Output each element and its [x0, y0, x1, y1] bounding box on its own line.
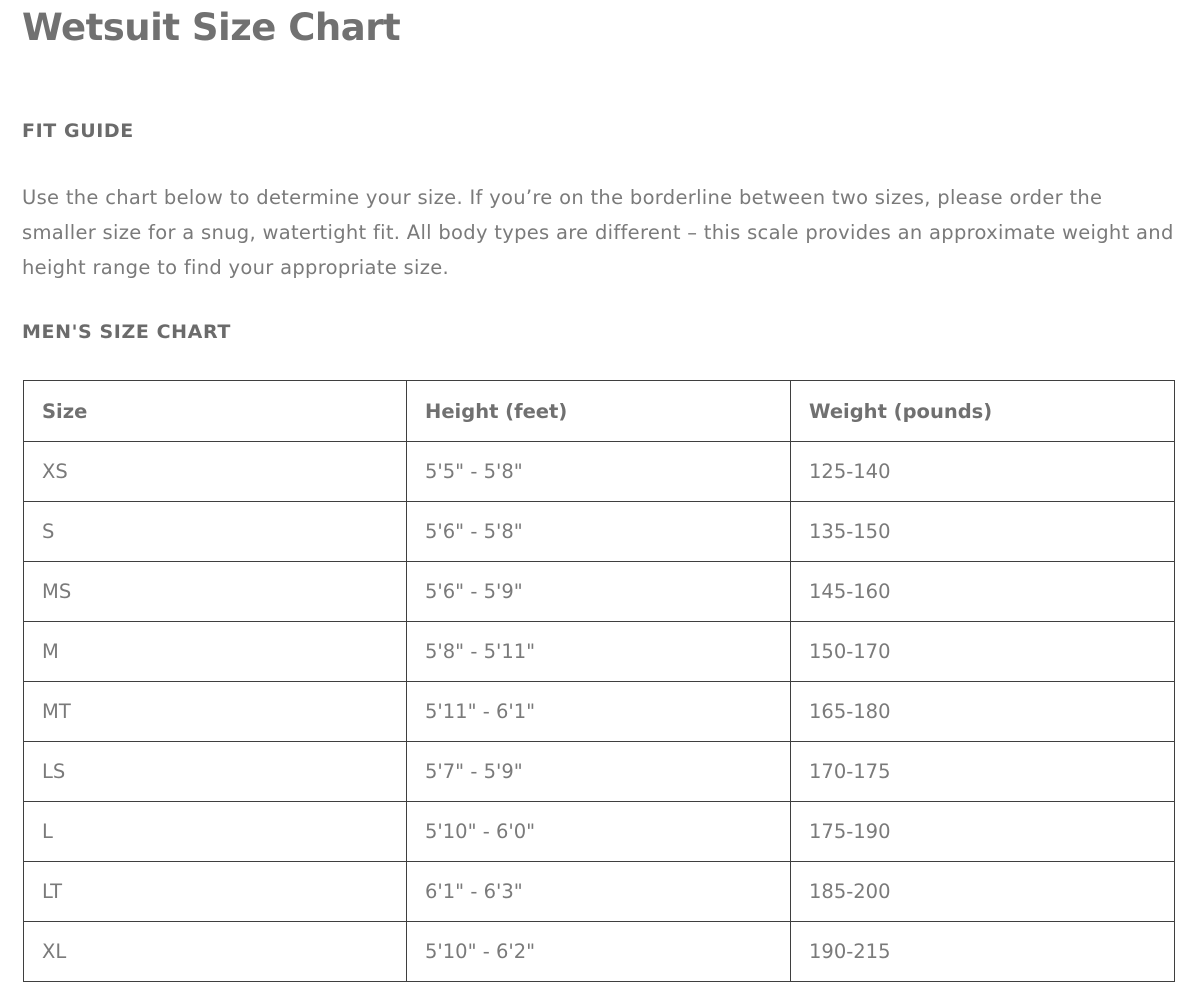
size-cell: XL — [24, 922, 407, 982]
height-cell: 5'7" - 5'9" — [407, 742, 791, 802]
height-cell: 5'5" - 5'8" — [407, 442, 791, 502]
weight-cell: 190-215 — [791, 922, 1175, 982]
weight-cell: 175-190 — [791, 802, 1175, 862]
height-cell: 5'11" - 6'1" — [407, 682, 791, 742]
column-header-size: Size — [24, 381, 407, 442]
column-header-weight: Weight (pounds) — [791, 381, 1175, 442]
table-row — [24, 622, 1175, 682]
mens-size-table — [23, 380, 1175, 982]
table-row — [24, 922, 1175, 982]
size-cell: XS — [24, 442, 407, 502]
page-title: Wetsuit Size Chart — [22, 6, 401, 49]
table-row — [24, 442, 1175, 502]
weight-cell: 145-160 — [791, 562, 1175, 622]
size-cell: LS — [24, 742, 407, 802]
size-cell: M — [24, 622, 407, 682]
table-row — [24, 562, 1175, 622]
weight-cell: 135-150 — [791, 502, 1175, 562]
weight-cell: 170-175 — [791, 742, 1175, 802]
weight-cell: 185-200 — [791, 862, 1175, 922]
height-cell: 5'10" - 6'0" — [407, 802, 791, 862]
weight-cell: 125-140 — [791, 442, 1175, 502]
weight-cell: 165-180 — [791, 682, 1175, 742]
table-row — [24, 502, 1175, 562]
fit-guide-heading: FIT GUIDE — [22, 120, 134, 142]
height-cell: 5'8" - 5'11" — [407, 622, 791, 682]
fit-guide-text: Use the chart below to determine your size. If you’re on the borderline between two sizes, please order the smaller size for a snug, watertight fit. All body types are different – this scale provides an approximate weight and height range to find your appropriate size. — [22, 186, 1174, 279]
size-cell: L — [24, 802, 407, 862]
size-cell: MT — [24, 682, 407, 742]
height-cell: 5'6" - 5'8" — [407, 502, 791, 562]
size-cell: LT — [24, 862, 407, 922]
height-cell: 5'6" - 5'9" — [407, 562, 791, 622]
mens-size-chart-heading: MEN'S SIZE CHART — [22, 321, 231, 343]
table-row — [24, 742, 1175, 802]
table-row — [24, 682, 1175, 742]
size-cell: MS — [24, 562, 407, 622]
column-header-height: Height (feet) — [407, 381, 791, 442]
table-header-row — [24, 381, 1175, 442]
table-row — [24, 802, 1175, 862]
table-row — [24, 862, 1175, 922]
weight-cell: 150-170 — [791, 622, 1175, 682]
size-cell: S — [24, 502, 407, 562]
height-cell: 5'10" - 6'2" — [407, 922, 791, 982]
height-cell: 6'1" - 6'3" — [407, 862, 791, 922]
